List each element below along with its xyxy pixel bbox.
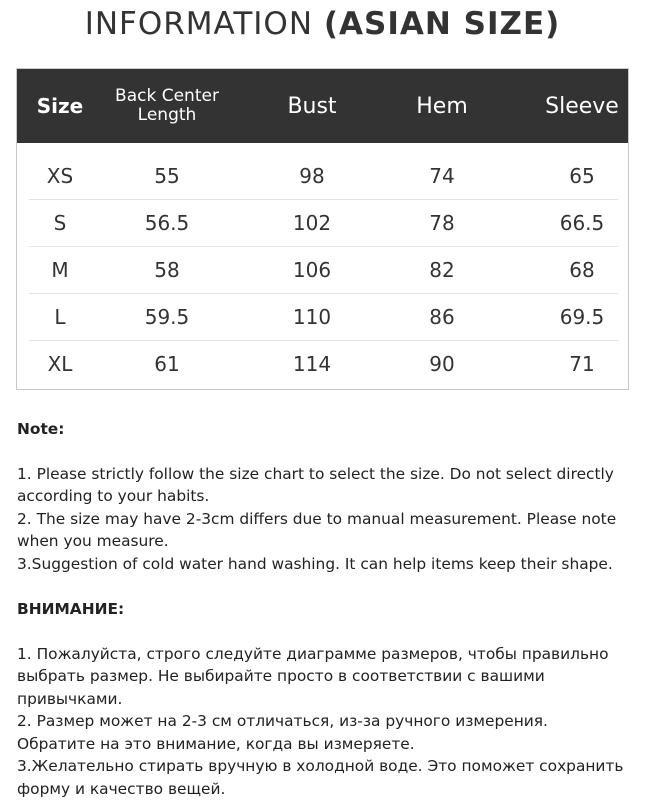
cell-hem: 86: [429, 305, 455, 329]
cell-bust: 106: [292, 258, 332, 282]
note-en-heading: Note:: [17, 420, 65, 438]
cell-size: XS: [46, 164, 74, 188]
cell-sleeve: 71: [569, 352, 595, 376]
cell-back-center-length: 59.5: [144, 305, 190, 329]
cell-sleeve: 68: [569, 258, 595, 282]
header-back-center-line1: Back Center: [115, 86, 219, 106]
cell-back-center-length: 58: [154, 258, 180, 282]
header-size: Size: [36, 94, 84, 118]
note-en-line: according to your habits.: [17, 487, 210, 505]
title-main: INFORMATION: [84, 6, 314, 42]
table-row: [29, 294, 618, 341]
cell-hem: 78: [429, 211, 455, 235]
cell-size: S: [53, 211, 67, 235]
cell-back-center-length: 56.5: [144, 211, 190, 235]
cell-back-center-length: 55: [154, 164, 180, 188]
page-title: [0, 6, 645, 42]
note-ru-line: 2. Размер может на 2-3 см отличаться, из-за ручного измерения.: [17, 712, 548, 730]
cell-size: XL: [47, 352, 73, 376]
table-header: [17, 69, 628, 143]
cell-hem: 82: [429, 258, 455, 282]
cell-hem: 74: [429, 164, 455, 188]
header-sleeve: Sleeve: [545, 93, 619, 119]
note-ru-line: привычками.: [17, 689, 123, 708]
cell-sleeve: 69.5: [559, 305, 605, 329]
note-ru-section: [17, 598, 629, 800]
note-ru-line: 3.Желательно стирать вручную в холодной воде. Это поможет сохранить: [17, 757, 624, 775]
table-row: [29, 200, 618, 247]
note-ru-heading: ВНИМАНИЕ:: [17, 600, 125, 618]
table-row: [29, 247, 618, 294]
cell-bust: 102: [292, 211, 332, 235]
note-en-line: 1. Please strictly follow the size chart to select the size. Do not select directly: [17, 464, 614, 483]
cell-back-center-length: 61: [154, 352, 180, 376]
cell-size: M: [51, 258, 69, 282]
cell-bust: 110: [292, 305, 332, 329]
cell-sleeve: 66.5: [559, 211, 605, 235]
note-ru-line: форму и качество вещей.: [17, 779, 226, 798]
note-en-line: 3.Suggestion of cold water hand washing. It can help items keep their shape.: [17, 554, 613, 573]
note-ru-line: Обратите на это внимание, когда вы измеряете.: [17, 734, 415, 753]
table-row: [29, 153, 618, 200]
cell-sleeve: 65: [569, 164, 595, 188]
cell-bust: 98: [299, 164, 325, 188]
cell-size: L: [54, 305, 66, 329]
cell-bust: 114: [292, 352, 332, 376]
header-back-center-line2: Length: [137, 105, 197, 125]
note-en-line: 2. The size may have 2-3cm differs due to manual measurement. Please note: [17, 509, 617, 528]
cell-hem: 90: [429, 352, 455, 376]
size-chart-table: [16, 68, 629, 390]
header-hem: Hem: [416, 93, 468, 119]
note-en-line: when you measure.: [17, 532, 169, 550]
table-row: [29, 341, 618, 387]
note-ru-line: 1. Пожалуйста, строго следуйте диаграмме размеров, чтобы правильно: [17, 644, 609, 663]
header-bust: Bust: [287, 93, 337, 119]
note-ru-line: выбрать размер. Не выбирайте просто в соответствии с вашими: [17, 667, 545, 685]
header-back-center-length: [112, 69, 222, 143]
title-size-system: (ASIAN SIZE): [323, 6, 561, 42]
spacer: [17, 441, 629, 463]
spacer: [17, 621, 629, 643]
note-en-section: [17, 418, 629, 575]
